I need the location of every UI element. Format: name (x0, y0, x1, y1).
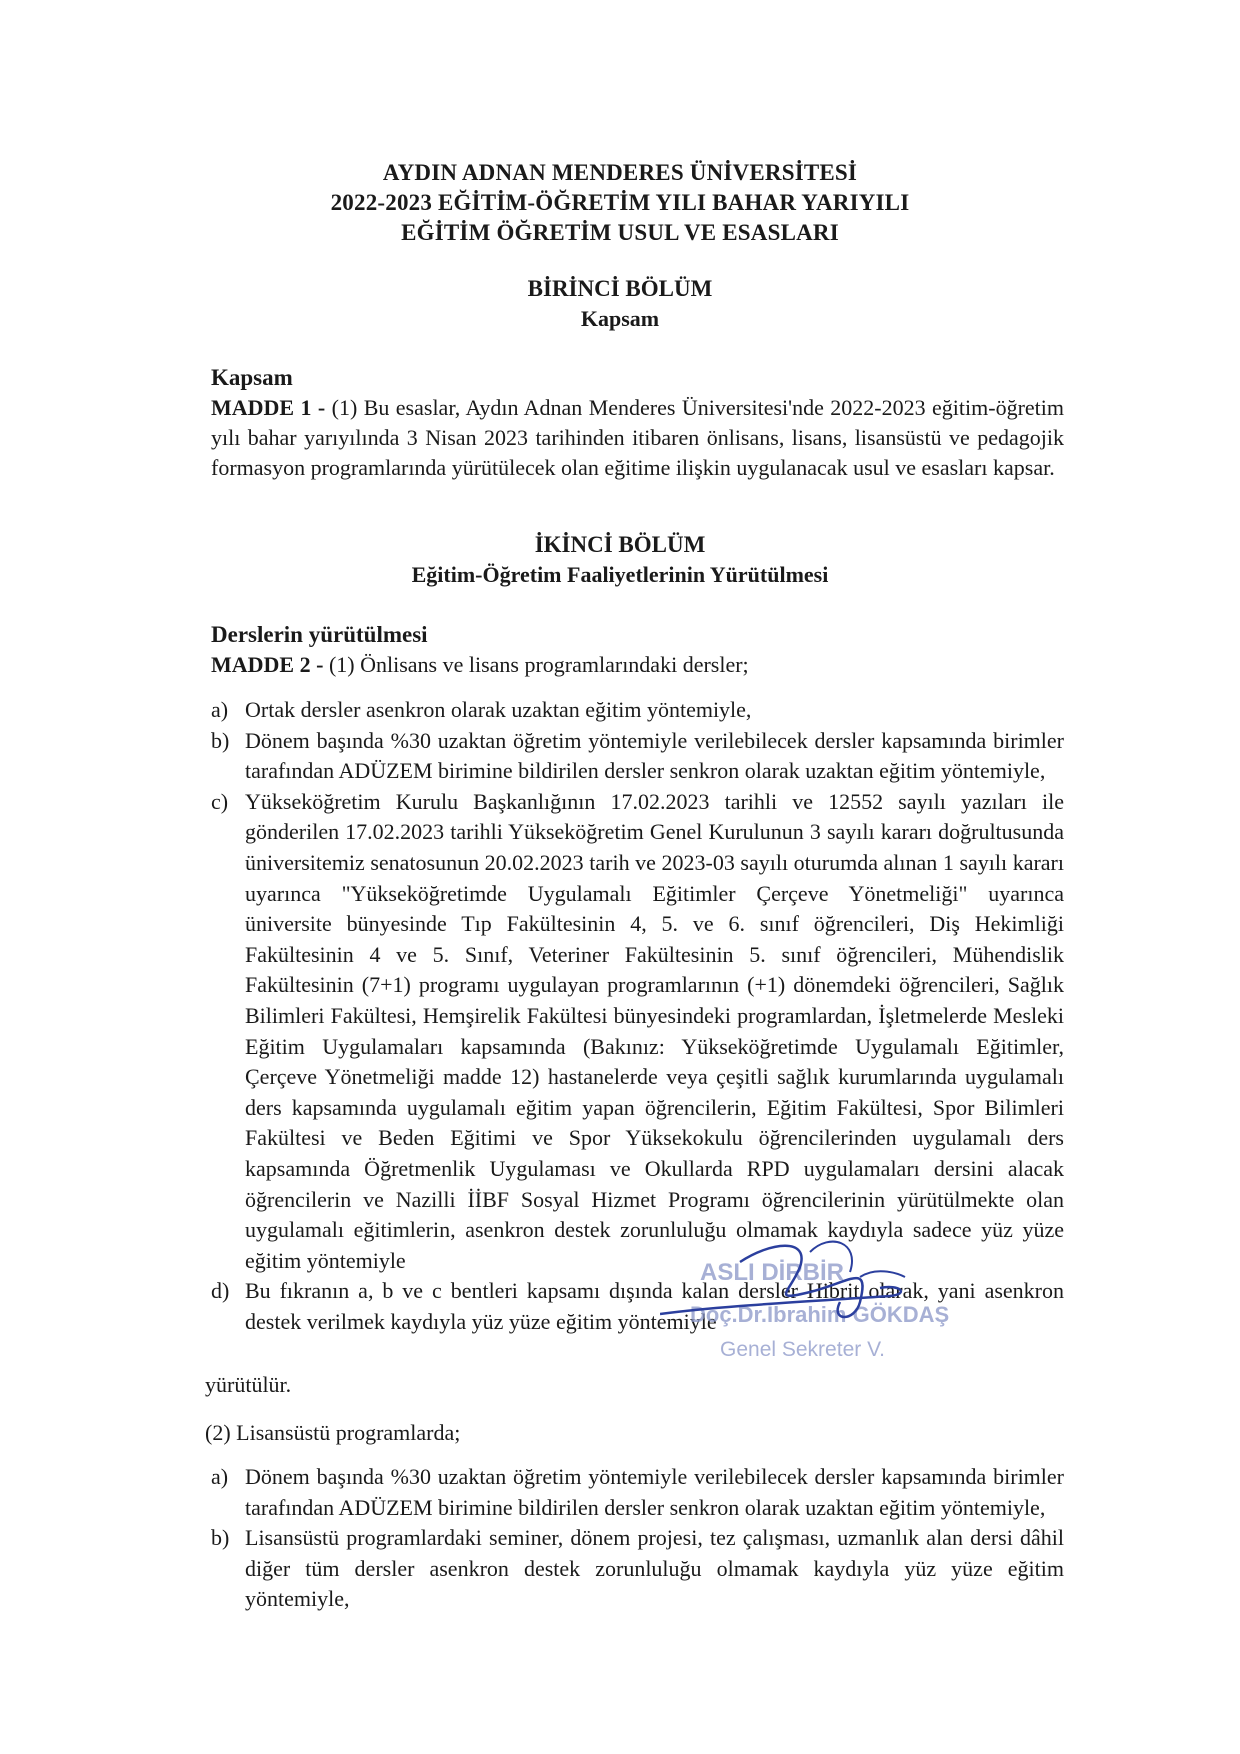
madde-2-list-2 (211, 1462, 1064, 1615)
stamp-name: ASLI DİRBİR (700, 1259, 844, 1286)
list-item-marker: c) (211, 788, 229, 814)
chapter-1-title: BİRİNCİ BÖLÜM (527, 276, 713, 301)
section-2-intro-line (211, 650, 1064, 680)
madde-2-intro: (1) Önlisans ve lisans programlarındaki dersler; (323, 652, 749, 677)
chapter-2-title: İKİNCİ BÖLÜM (534, 532, 706, 557)
stamp-signer: Doç.Dr.İbrahim GÖKDAŞ (690, 1302, 950, 1327)
list-item-marker: d) (211, 1278, 230, 1304)
chapter-1-heading (0, 274, 1240, 334)
madde-2-label: MADDE 2 - (211, 652, 324, 677)
madde-2-para-2-intro: (2) Lisansüstü programlarda; (205, 1420, 461, 1445)
list-item-text: Bu fıkranın a, b ve c bentleri kapsamı dışında kalan dersler Hibrit olarak, yani asenkron destek verilmek kaydıyla yüz yüze eğitim yöntemiyle (245, 1278, 1064, 1334)
madde-1-label: MADDE 1 - (211, 395, 326, 420)
madde-1-text: (1) Bu esaslar, Aydın Adnan Menderes Üniversitesi'nde 2022-2023 eğitim-öğretim yılı bahar yarıyılında 3 Nisan 2023 tarihinden itibaren önlisans, lisans, lisansüstü ve pedagojik formasyon programlarında yürütülecek olan eğitime ilişkin uygulanacak usul ve esasları kapsar. (211, 395, 1064, 480)
chapter-2-heading (0, 530, 1240, 590)
list-item-text: Yükseköğretim Kurulu Başkanlığının 17.02.2023 tarihli ve 12552 sayılı yazıları ile gönderilen 17.02.2023 tarihli Yükseköğretim Genel Kurulunun 3 sayılı kararı doğrultusunda üniversitemiz senatosunun 20.02.2023 tarih ve 2023-03 sayılı oturumda alınan 1 sayılı kararı uyarınca "Yükseköğretimde Uygulamalı Eğitimler Çerçeve Yönetmeliği" uyarınca üniversite bünyesinde Tıp Fakültesinin 4, 5. ve 6. sınıf öğrencileri, Diş Hekimliği Fakültesinin 4 ve 5. Sınıf, Veteriner Fakültesinin 5. sınıf öğrencileri, Mühendislik Fakültesinin (7+1) programı uygulayan programlarının (+1) dönemdeki öğrencileri, Sağlık Bilimleri Fakültesi, Hemşirelik Fakültesi bünyesindeki programlardan, İşletmelerde Mesleki Eğitim Uygulamaları kapsamında (Bakınız: Yükseköğretimde Uygulamalı Eğitimler, Çerçeve Yönetmeliği madde 12) hastanelerde veya çeşitli sağlık kurumlarında uygulamalı ders kapsamında uygulamalı eğitim yapan öğrencilerin, Eğitim Fakültesi, Spor Bilimleri Fakültesi ve Beden Eğitimi ve Spor Yüksekokulu öğrencilerinden uygulamalı ders kapsamında Öğretmenlik Uygulaması ve Okullarda RPD uygulamaları dersini alacak öğrencilerin ve Nazilli İİBF Sosyal Hizmet Programı öğrencilerinin yürütülmekte olan uygulamalı eğitimlerin, asenkron destek zorunluluğu olmamak kaydıyla sadece yüz yüze eğitim yöntemiyle (245, 788, 1064, 1273)
list-item-text: Ortak dersler asenkron olarak uzaktan eğitim yöntemiyle, (245, 697, 752, 722)
section-1-heading: Kapsam (211, 365, 293, 390)
list-item-marker: b) (211, 1525, 230, 1551)
stamp-signer-title: Genel Sekreter V. (720, 1338, 885, 1361)
chapter-2-subtitle: Eğitim-Öğretim Faaliyetlerinin Yürütülmesi (411, 562, 829, 587)
title-line-university: AYDIN ADNAN MENDERES ÜNİVERSİTESİ (382, 160, 858, 185)
section-2-heading: Derslerin yürütülmesi (211, 622, 428, 647)
list-item-marker: b) (211, 727, 230, 753)
title-line-subject: EĞİTİM ÖĞRETİM USUL VE ESASLARI (401, 220, 839, 245)
list-item-text: Dönem başında %30 uzaktan öğretim yöntemiyle verilebilecek dersler kapsamında birimler tarafından ADÜZEM birimine bildirilen dersler senkron olarak uzaktan eğitim yöntemiyle, (245, 727, 1064, 784)
madde-2-closing: yürütülür. (205, 1372, 292, 1397)
list-item-text: Dönem başında %30 uzaktan öğretim yöntemiyle verilebilecek dersler kapsamında birimler tarafından ADÜZEM birimine bildirilen dersler senkron olarak uzaktan eğitim yöntemiyle, (245, 1464, 1064, 1520)
title-line-term: 2022-2023 EĞİTİM-ÖĞRETİM YILI BAHAR YARIYILI (330, 190, 910, 215)
document-title (0, 158, 1240, 248)
section-2-intro (211, 620, 1064, 680)
list-item (211, 787, 1064, 1277)
list-item (211, 726, 1064, 787)
section-1 (211, 363, 1064, 483)
list-item (211, 695, 1064, 726)
list-item-text: Lisansüstü programlardaki seminer, dönem projesi, tez çalışması, uzmanlık alan dersi dâhil diğer tüm dersler asenkron destek zorunluluğu olmamak kaydıyla yüz yüze eğitim yöntemiyle, (245, 1525, 1064, 1612)
list-item-marker: a) (211, 1464, 229, 1489)
section-1-paragraph (211, 393, 1064, 483)
signature-stamp (660, 1222, 1060, 1372)
chapter-1-subtitle: Kapsam (580, 306, 660, 331)
list-item (211, 1523, 1064, 1615)
list-item-marker: a) (211, 697, 229, 722)
list-item (211, 1462, 1064, 1523)
